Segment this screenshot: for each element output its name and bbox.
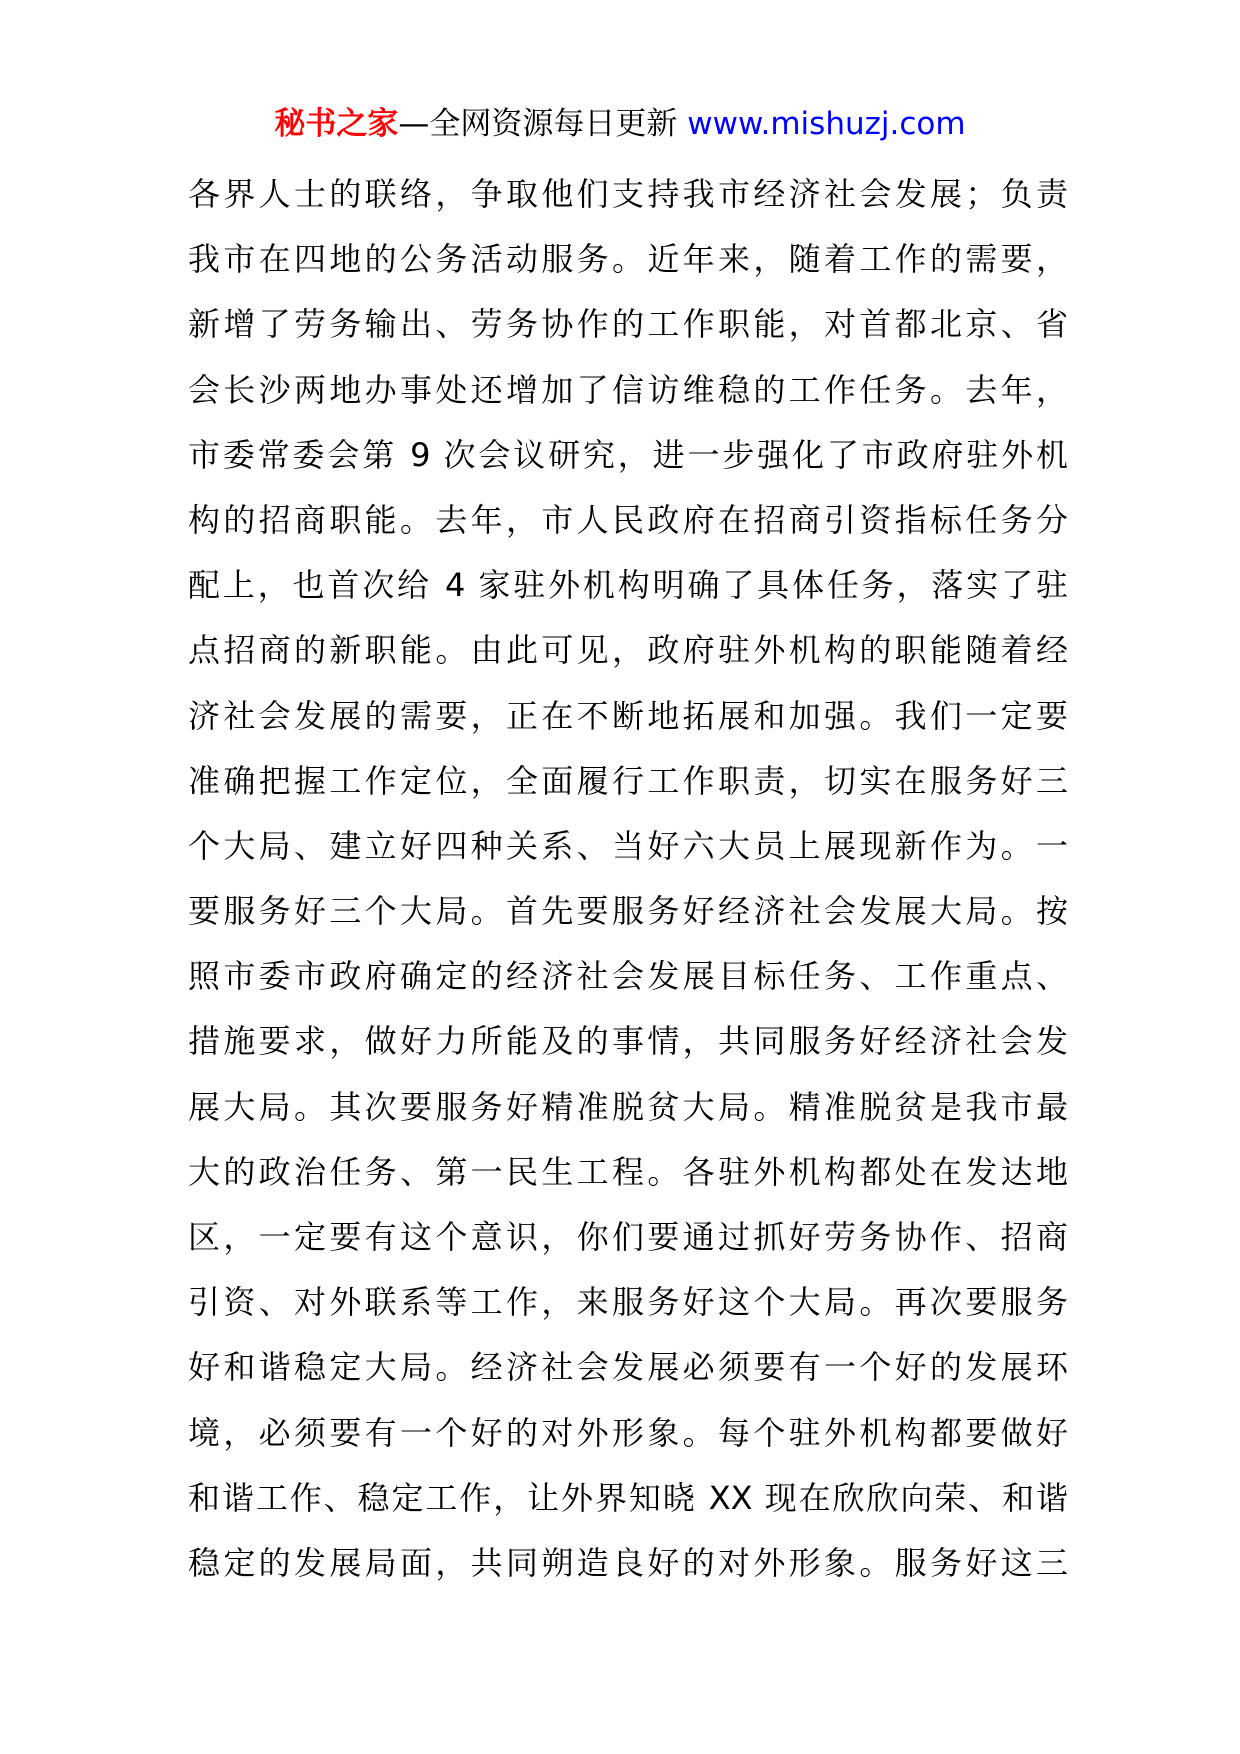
text-line: 济社会发展的需要，正在不断地拓展和加强。我们一定要 (188, 696, 1068, 735)
site-brand: 秘书之家 (274, 106, 399, 142)
text-line: 区，一定要有这个意识，你们要通过抓好劳务协作、招商 (188, 1218, 1068, 1256)
site-tagline: —全网资源每日更新 (398, 106, 688, 142)
text-line: 好和谐稳定大局。经济社会发展必须要有一个好的发展环 (188, 1348, 1068, 1387)
site-header (0, 104, 1240, 144)
text-line: 我市在四地的公务活动服务。近年来，随着工作的需要， (188, 240, 1068, 279)
text-line: 展大局。其次要服务好精准脱贫大局。精准脱贫是我市最 (188, 1087, 1068, 1126)
body-text (188, 166, 1068, 1600)
text-line: 要服务好三个大局。首先要服务好经济社会发展大局。按 (188, 892, 1068, 931)
text-line: 会长沙两地办事处还增加了信访维稳的工作任务。去年， (188, 370, 1068, 409)
text-line: 照市委市政府确定的经济社会发展目标任务、工作重点、 (188, 957, 1068, 996)
text-line: 稳定的发展局面，共同朔造良好的对外形象。服务好这三 (188, 1543, 1068, 1582)
text-line: 市委常委会第 9 次会议研究，进一步强化了市政府驻外机 (188, 435, 1068, 474)
text-line: 措施要求，做好力所能及的事情，共同服务好经济社会发 (188, 1022, 1068, 1061)
text-line: 配上，也首次给 4 家驻外机构明确了具体任务，落实了驻 (188, 566, 1068, 605)
text-line: 各界人士的联络，争取他们支持我市经济社会发展；负责 (188, 175, 1068, 213)
text-line: 构的招商职能。去年，市人民政府在招商引资指标任务分 (188, 500, 1068, 539)
text-line: 大的政治任务、第一民生工程。各驻外机构都处在发达地 (188, 1152, 1068, 1191)
text-line: 个大局、建立好四种关系、当好六大员上展现新作为。一 (188, 826, 1068, 865)
text-line: 引资、对外联系等工作，来服务好这个大局。再次要服务 (188, 1283, 1068, 1322)
text-line: 和谐工作、稳定工作，让外界知晓 XX 现在欣欣向荣、和谐 (188, 1478, 1068, 1517)
text-line: 点招商的新职能。由此可见，政府驻外机构的职能随着经 (188, 631, 1068, 670)
site-url-link[interactable]: www.mishuzj.com (687, 106, 966, 142)
text-line: 准确把握工作定位，全面履行工作职责，切实在服务好三 (188, 761, 1068, 800)
text-line: 新增了劳务输出、劳务协作的工作职能，对首都北京、省 (188, 305, 1068, 344)
text-line: 境，必须要有一个好的对外形象。每个驻外机构都要做好 (188, 1413, 1068, 1452)
